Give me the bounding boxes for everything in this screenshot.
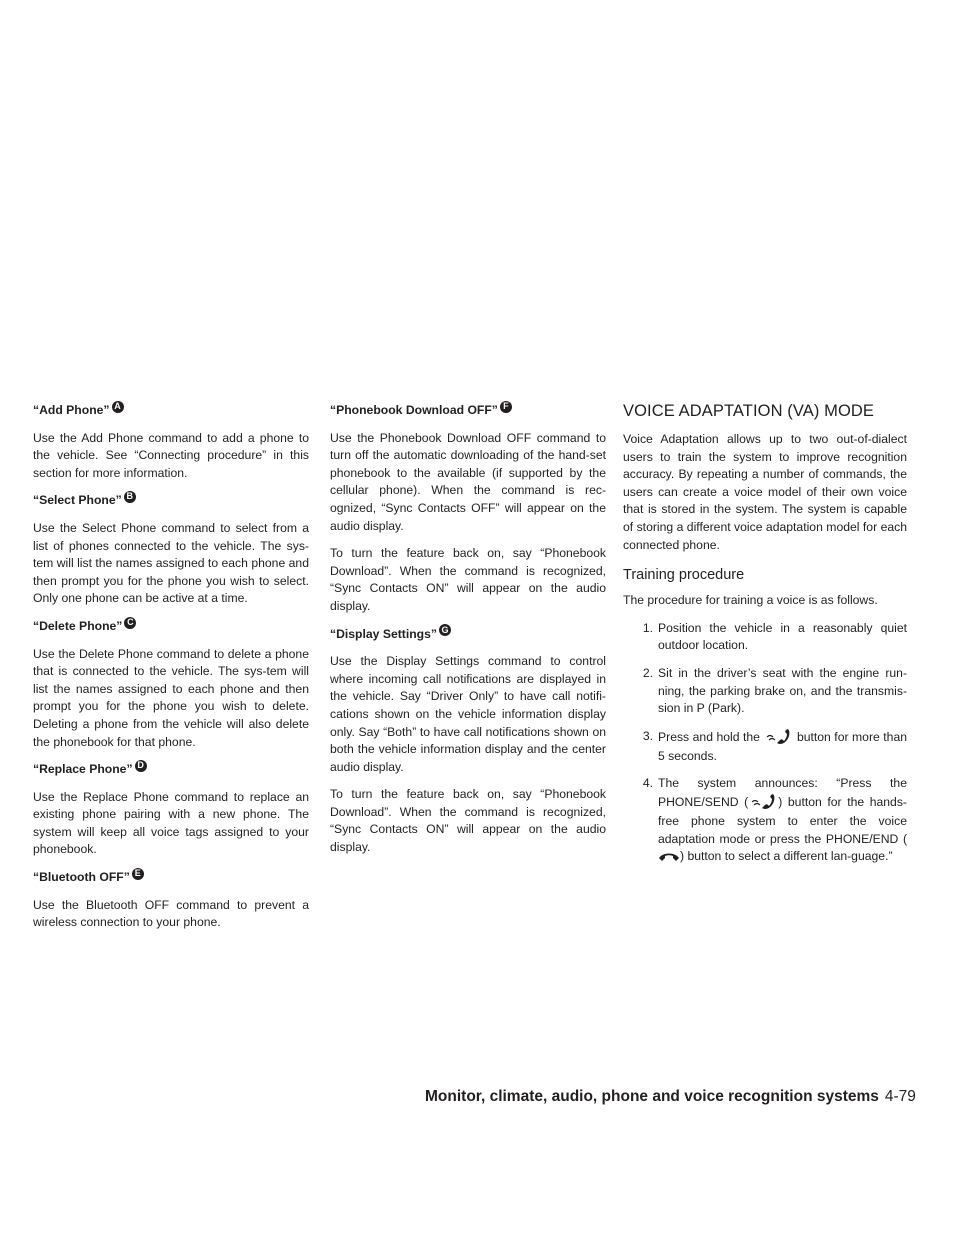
select-phone-text: Use the Select Phone command to select from a list of phones connected to the vehicle. The sys-tem will list the names assigned to each phone and then prompt you for the phone you wish to select. Only one phone can be active at a time. bbox=[33, 520, 309, 606]
list-item: 1. Position the vehicle in a reasonably quiet outdoor location. bbox=[642, 620, 907, 653]
phonebook-off-text-2: To turn the feature back on, say “Phonebook Download”. When the command is recognized, “Sync Contacts ON” will appear on the audio display. bbox=[330, 546, 606, 613]
marker-d: D bbox=[135, 760, 147, 772]
right-column bbox=[623, 402, 907, 876]
marker-g: G bbox=[439, 624, 451, 636]
phonebook-off-heading: “Phonebook Download OFF” F bbox=[330, 402, 606, 420]
page-footer bbox=[425, 1088, 916, 1106]
marker-c: C bbox=[124, 617, 136, 629]
display-settings-text-2: To turn the feature back on, say “Phonebook Download”. When the command is recognized, “Sync Contacts ON” will appear on the audio display. bbox=[330, 787, 606, 855]
footer-title: Monitor, climate, audio, phone and voice recognition systems bbox=[425, 1088, 879, 1105]
training-steps bbox=[623, 620, 907, 866]
marker-f: F bbox=[500, 401, 512, 413]
left-column bbox=[33, 402, 309, 942]
marker-a: A bbox=[112, 401, 124, 413]
display-settings-heading: “Display Settings” G bbox=[330, 626, 606, 644]
display-settings-text: Use the Display Settings command to control where incoming call notifications are displayed in the vehicle. Say “Driver Only” to have call notifi-cations shown on the vehicle information display only. Say “Both” to have call notifications shown on both the vehicle information display and the center audio display. bbox=[330, 654, 606, 774]
list-item: 2. Sit in the driver’s seat with the engine run-ning, the parking brake on, and the transmis-sion in P (Park). bbox=[642, 665, 907, 716]
marker-b: B bbox=[124, 491, 136, 503]
delete-phone-text: Use the Delete Phone command to delete a phone that is connected to the vehicle. The sys-tem will list the names assigned to each phone and then prompt you for the phone you wish to delete. Deleting a phone from the vehicle will also delete the phonebook for that phone. bbox=[33, 646, 309, 749]
list-item: 3. Press and hold the button for more than 5 seconds. bbox=[642, 728, 907, 763]
add-phone-text: Use the Add Phone command to add a phone to the vehicle. See “Connecting procedure” in this section for more information. bbox=[33, 430, 309, 480]
middle-column bbox=[330, 402, 606, 867]
bluetooth-off-text: Use the Bluetooth OFF command to prevent a wireless connection to your phone. bbox=[33, 897, 309, 930]
marker-e: E bbox=[132, 868, 144, 880]
section-heading: VOICE ADAPTATION (VA) MODE bbox=[623, 402, 875, 420]
phone-voice-icon bbox=[763, 728, 793, 748]
add-phone-heading: “Add Phone” A bbox=[33, 402, 309, 420]
phone-hangup-icon bbox=[658, 850, 680, 864]
list-item: 4. The system announces: “Press the PHONE/SEND ( ) button for the hands-free phone system to enter the voice adaptation mode or press the PHONE/END () button to select a different lan-guage.” bbox=[642, 776, 907, 864]
replace-phone-heading: “Replace Phone” D bbox=[33, 761, 309, 779]
delete-phone-heading: “Delete Phone” C bbox=[33, 618, 309, 636]
phone-voice-icon bbox=[748, 793, 778, 813]
select-phone-heading: “Select Phone” B bbox=[33, 492, 309, 510]
phonebook-off-text: Use the Phonebook Download OFF command to turn off the automatic downloading of the hand-set phonebook to the available (if supported by the cellular phone). When the command is rec-ognized, “Sync Contacts OFF” will appear on the audio display. bbox=[330, 430, 606, 533]
replace-phone-text: Use the Replace Phone command to replace an existing phone pairing with a new phone. The system will keep all voice tags assigned to your phonebook. bbox=[33, 789, 309, 857]
page-number: 4-79 bbox=[884, 1088, 916, 1105]
subsection-heading: Training procedure bbox=[623, 567, 745, 584]
section-intro: Voice Adaptation allows up to two out-of-dialect users to train the system to improve recognition accuracy. By repeating a number of commands, the users can create a voice model of their own voice that is stored in the system. The system is capable of storing a different voice adaptation model for each connected phone. bbox=[623, 432, 907, 552]
subsection-intro: The procedure for training a voice is as follows. bbox=[623, 593, 878, 608]
bluetooth-off-heading: “Bluetooth OFF” E bbox=[33, 869, 309, 887]
